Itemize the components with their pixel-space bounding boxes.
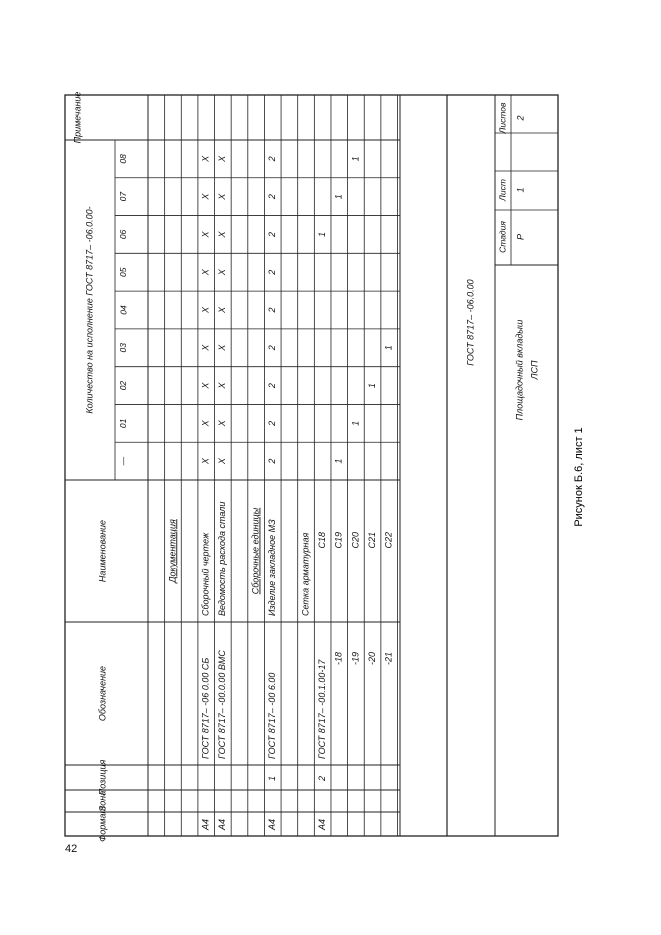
row-quantity: 1 (350, 420, 361, 426)
row-name: Изделие закладное МЗ (267, 519, 278, 616)
tb-stage-label: Стадия (497, 221, 508, 253)
variant-code: 01 (118, 418, 129, 429)
row-name: Ведомость расхода стали (217, 501, 228, 616)
row-designation: -20 (366, 652, 377, 666)
row-quantity: X (217, 382, 228, 389)
variant-code: 05 (118, 267, 129, 277)
row-quantity: 1 (333, 458, 344, 464)
row-quantity: X (217, 269, 228, 276)
row-format: А4 (317, 818, 328, 830)
row-quantity: 2 (267, 269, 278, 275)
header-zone: Зона (97, 790, 108, 812)
row-quantity: X (217, 420, 228, 427)
variant-code: 02 (118, 380, 129, 391)
row-quantity: X (200, 382, 211, 389)
page-number: 42 (65, 843, 78, 855)
header-quantity: Количество на исполнение ГОСТ 8717– -06.0.00- (84, 206, 95, 414)
table-grid (65, 95, 558, 836)
header-position: Позиция (97, 759, 108, 796)
row-name: Сборочный чертеж (200, 532, 211, 616)
row-format: А4 (267, 818, 278, 830)
row-designation: -18 (333, 652, 344, 666)
row-name: С19 (333, 532, 344, 549)
row-quantity: X (217, 344, 228, 351)
variant-code: 06 (118, 229, 129, 240)
variant-code: 08 (118, 154, 129, 164)
row-quantity: 2 (267, 420, 278, 426)
row-name: С20 (350, 532, 361, 549)
table-cells (72, 92, 539, 842)
header-designation: Обозначение (97, 665, 108, 722)
row-name: Сетка арматурная (300, 532, 311, 616)
row-quantity: X (200, 231, 211, 238)
row-quantity: X (217, 458, 228, 465)
row-quantity: X (200, 306, 211, 314)
tb-sheet-value: 1 (515, 187, 526, 193)
figure-caption: Рисунок Б.6, лист 1 (573, 427, 585, 527)
tb-sheet-label: Лист (497, 179, 508, 201)
row-quantity: X (217, 193, 228, 200)
tb-stage-value: Р (515, 233, 526, 241)
row-format: А4 (217, 818, 228, 830)
variant-code: — (118, 456, 129, 466)
row-quantity: 2 (267, 345, 278, 351)
row-section-title: Сборочные единицы (250, 507, 261, 595)
row-quantity: 2 (267, 307, 278, 313)
row-quantity: 1 (350, 156, 361, 162)
row-quantity: X (217, 306, 228, 314)
row-quantity: 1 (366, 383, 377, 389)
tb-designation: ГОСТ 8717– -06.0.00 (465, 279, 476, 366)
variant-code: 03 (118, 343, 129, 353)
row-designation: ГОСТ 8717– -06 0.00 СБ (200, 657, 211, 759)
row-format: А4 (200, 818, 211, 830)
row-name: С18 (317, 532, 328, 549)
row-designation: -21 (383, 652, 394, 666)
variant-code: 07 (118, 191, 129, 202)
row-quantity: X (217, 231, 228, 238)
row-quantity: 2 (267, 194, 278, 200)
row-name: С21 (366, 532, 377, 549)
tb-name-line1: Площадочный вкладыш (514, 319, 525, 421)
header-name: Наименование (97, 519, 108, 583)
row-quantity: 2 (267, 231, 278, 237)
row-position: 1 (267, 775, 278, 781)
header-note: Примечание (72, 91, 83, 144)
row-quantity: 1 (317, 231, 328, 237)
row-quantity: X (200, 269, 211, 276)
row-quantity: 2 (267, 458, 278, 464)
row-section-title: Документация (167, 519, 178, 583)
row-designation: ГОСТ 8717– -00 6.00 (267, 672, 278, 759)
row-quantity: 2 (267, 156, 278, 162)
tb-name-line2: ЛСП (529, 360, 540, 380)
row-designation: -19 (350, 652, 361, 666)
row-quantity: X (200, 193, 211, 200)
row-designation: ГОСТ 8717– -00.1.00-17 (317, 659, 328, 759)
header-format: Формат (97, 806, 108, 842)
row-quantity: 2 (267, 383, 278, 389)
frame-border (65, 95, 558, 836)
row-quantity: 1 (333, 194, 344, 200)
row-position: 2 (317, 775, 328, 781)
tb-sheets-value: 2 (515, 115, 526, 121)
row-designation: ГОСТ 8717– -00.0.00 ВМС (217, 650, 228, 759)
row-quantity: X (217, 155, 228, 162)
row-quantity: 1 (383, 345, 394, 351)
row-quantity: X (200, 420, 211, 427)
row-name: С22 (383, 532, 394, 549)
tb-sheets-label: Листов (497, 102, 508, 134)
variant-code: 04 (118, 305, 129, 315)
row-quantity: X (200, 155, 211, 162)
row-quantity: X (200, 458, 211, 465)
row-quantity: X (200, 344, 211, 351)
